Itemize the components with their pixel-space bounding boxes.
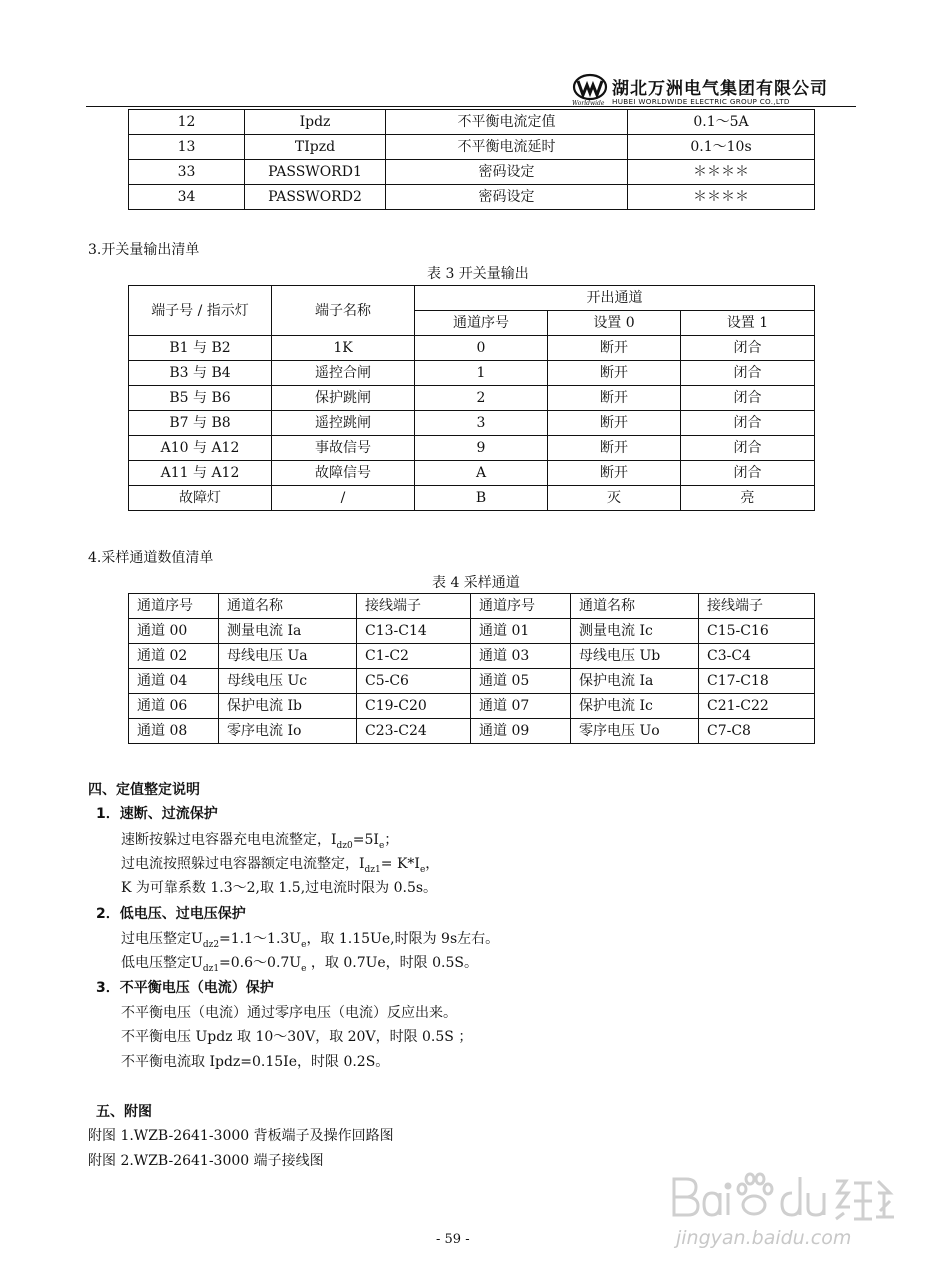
text-run: 低电压整定U: [121, 955, 203, 971]
table-cell: 通道 04: [129, 669, 219, 694]
table-row: [129, 336, 815, 361]
text-run: ，: [425, 856, 440, 872]
company-name-cn: 湖北万洲电气集团有限公司: [612, 79, 828, 99]
table-cell: A10 与 A12: [129, 436, 272, 461]
table-cell: 保护电流 Ic: [571, 694, 699, 719]
table-cell: 故障灯: [129, 486, 272, 511]
subsection-3-line-1: 不平衡电压（电流）通过零序电压（电流）反应出来。: [121, 1005, 457, 1021]
header-cell: 通道序号: [471, 594, 571, 619]
table-row: [129, 669, 815, 694]
worldwide-w-logo-icon: [572, 73, 608, 103]
table-cell: 保护跳闸: [272, 386, 415, 411]
company-name-en: HUBEI WORLDWIDE ELECTRIC GROUP CO.,LTD: [612, 97, 790, 106]
header-name: 端子名称: [272, 286, 415, 336]
table-cell: B5 与 B6: [129, 386, 272, 411]
text-run: 速断按躲过电容器充电电流整定，I: [121, 832, 337, 848]
subscript: e: [419, 864, 426, 875]
table-cell: C19-C20: [357, 694, 471, 719]
table-row: [129, 361, 815, 386]
table-cell: C7-C8: [699, 719, 815, 744]
table-row: [129, 719, 815, 744]
table-cell: 断开: [548, 411, 681, 436]
table-cell: 通道 07: [471, 694, 571, 719]
section-3-heading: 3.开关量输出清单: [88, 242, 200, 258]
subscript: dz0: [336, 840, 353, 851]
figure-1-caption: 附图 1.WZB-2641-3000 背板端子及操作回路图: [88, 1128, 394, 1144]
table-cell: 断开: [548, 386, 681, 411]
table-cell: 通道 05: [471, 669, 571, 694]
table-cell: 1: [415, 361, 548, 386]
table-cell: 亮: [681, 486, 815, 511]
text-run: 过电压整定U: [121, 931, 203, 947]
table-cell: 测量电流 Ic: [571, 619, 699, 644]
text-run: ；: [384, 832, 399, 848]
table-header-row: [129, 286, 815, 311]
table-cell: 事故信号: [272, 436, 415, 461]
table-cell: 0: [415, 336, 548, 361]
subscript: dz1: [202, 963, 220, 974]
table-cell: 母线电压 Ua: [219, 644, 357, 669]
table-cell: 遥控跳闸: [272, 411, 415, 436]
header-cell: 通道序号: [129, 594, 219, 619]
table-cell: 灭: [548, 486, 681, 511]
subscript: dz1: [364, 864, 381, 875]
table-cell: 13: [129, 135, 245, 160]
table-cell: PASSWORD1: [245, 160, 386, 185]
subscript: e: [301, 939, 307, 950]
table-cell: 闭合: [681, 336, 815, 361]
table-cell: 闭合: [681, 361, 815, 386]
table-cell: 密码设定: [386, 185, 628, 210]
table-cell: 通道 06: [129, 694, 219, 719]
subsection-3-line-3: 不平衡电流取 Ipdz=0.15Ie，时限 0.2S。: [121, 1054, 390, 1070]
text-run: =0.6～0.7U: [219, 955, 302, 971]
header-cell: 接线端子: [699, 594, 815, 619]
text-run: =5I: [352, 832, 379, 848]
table-cell: A11 与 A12: [129, 461, 272, 486]
text-run: ，取 0.7Ue，时限 0.5S。: [306, 955, 478, 971]
table-cell: 0.1～5A: [628, 110, 815, 135]
table-cell: 零序电压 Uo: [571, 719, 699, 744]
table-cell: ＊＊＊＊: [628, 185, 815, 210]
table-cell: 通道 02: [129, 644, 219, 669]
table-cell: 遥控合闸: [272, 361, 415, 386]
table-row: [129, 135, 815, 160]
text-run: =1.1～1.3U: [219, 931, 302, 947]
subsection-2-title: 2．低电压、过电压保护: [96, 906, 246, 922]
table-row: [129, 486, 815, 511]
table-cell: 9: [415, 436, 548, 461]
table-cell: 不平衡电流定值: [386, 110, 628, 135]
table-cell: 通道 08: [129, 719, 219, 744]
table-cell: 3: [415, 411, 548, 436]
table-cell: 断开: [548, 336, 681, 361]
table-cell: 12: [129, 110, 245, 135]
watermark-url: jingyan.baidu.com: [676, 1227, 852, 1249]
table-cell: 通道 09: [471, 719, 571, 744]
subsection-3-line-2: 不平衡电压 Updz 取 10～30V，取 20V，时限 0.5S ；: [121, 1029, 473, 1045]
table-row: [129, 110, 815, 135]
text-run: ，取 1.15Ue,时限为 9s左右。: [306, 931, 500, 947]
table-row: [129, 185, 815, 210]
table-row: [129, 461, 815, 486]
table-row: [129, 411, 815, 436]
table-cell: 断开: [548, 461, 681, 486]
header-channel: 通道序号: [415, 311, 548, 336]
table-row: [129, 619, 815, 644]
table-cell: B3 与 B4: [129, 361, 272, 386]
table-cell: 测量电流 Ia: [219, 619, 357, 644]
table-cell: C13-C14: [357, 619, 471, 644]
table-cell: TIpzd: [245, 135, 386, 160]
brand-wordmark: Worldwide: [572, 100, 605, 107]
table-cell: A: [415, 461, 548, 486]
table-cell: B1 与 B2: [129, 336, 272, 361]
table-row: [129, 160, 815, 185]
table-cell: 通道 00: [129, 619, 219, 644]
header-rule: [86, 106, 856, 107]
table-cell: Ipdz: [245, 110, 386, 135]
header-terminal: 端子号 / 指示灯: [129, 286, 272, 336]
table-cell: C15-C16: [699, 619, 815, 644]
table-cell: 不平衡电流延时: [386, 135, 628, 160]
switch-output-table: [128, 285, 815, 511]
table-cell: /: [272, 486, 415, 511]
table-cell: C23-C24: [357, 719, 471, 744]
table-cell: 0.1～10s: [628, 135, 815, 160]
subsection-2-line-1: [121, 928, 499, 950]
subsection-1-title: 1．速断、过流保护: [96, 806, 218, 822]
table-cell: 2: [415, 386, 548, 411]
table-cell: 闭合: [681, 411, 815, 436]
subsection-3-title: 3．不平衡电压（电流）保护: [96, 980, 274, 996]
table-cell: B7 与 B8: [129, 411, 272, 436]
table-cell: 闭合: [681, 436, 815, 461]
table-cell: 保护电流 Ib: [219, 694, 357, 719]
sampling-channel-table: [128, 593, 815, 744]
table-4-caption: 表 4 采样通道: [432, 575, 520, 591]
table-cell: C21-C22: [699, 694, 815, 719]
baidu-jingyan-logo-icon: [668, 1163, 898, 1227]
table-cell: 通道 03: [471, 644, 571, 669]
table-cell: 通道 01: [471, 619, 571, 644]
figure-2-caption: 附图 2.WZB-2641-3000 端子接线图: [88, 1153, 324, 1169]
section-four-heading: 四、定值整定说明: [88, 782, 200, 798]
text-run: 过电流按照躲过电容器额定电流整定，I: [121, 856, 365, 872]
section-five-heading: 五、附图: [96, 1104, 152, 1120]
table-cell: 1K: [272, 336, 415, 361]
table-cell: C5-C6: [357, 669, 471, 694]
table-3-caption: 表 3 开关量输出: [427, 266, 529, 282]
table-cell: 断开: [548, 436, 681, 461]
table-row: [129, 694, 815, 719]
table-cell: 母线电压 Ub: [571, 644, 699, 669]
table-header-row: [129, 594, 815, 619]
table-row: [129, 644, 815, 669]
page-number: - 59 -: [436, 1232, 470, 1247]
subscript: e: [378, 840, 385, 851]
subsection-2-line-2: [121, 952, 478, 974]
table-cell: 故障信号: [272, 461, 415, 486]
table-cell: 母线电压 Uc: [219, 669, 357, 694]
table-row: [129, 436, 815, 461]
table-row: [129, 386, 815, 411]
subsection-1-line-1: [121, 829, 398, 851]
table-cell: C17-C18: [699, 669, 815, 694]
subscript: e: [301, 963, 307, 974]
table-cell: PASSWORD2: [245, 185, 386, 210]
table-cell: ＊＊＊＊: [628, 160, 815, 185]
table-cell: 33: [129, 160, 245, 185]
subscript: dz2: [202, 939, 220, 950]
table-cell: 闭合: [681, 386, 815, 411]
table-cell: 零序电流 Io: [219, 719, 357, 744]
header-cell: 接线端子: [357, 594, 471, 619]
subsection-1-line-3: K 为可靠系数 1.3～2,取 1.5,过电流时限为 0.5s。: [121, 880, 438, 896]
table-cell: 34: [129, 185, 245, 210]
header-set1: 设置 1: [681, 311, 815, 336]
settings-table-continued: [128, 109, 815, 210]
header-cell: 通道名称: [219, 594, 357, 619]
text-run: = K*I: [380, 856, 420, 872]
table-cell: B: [415, 486, 548, 511]
section-4-heading: 4.采样通道数值清单: [88, 550, 214, 566]
header-output-group: 开出通道: [415, 286, 815, 311]
table-cell: 密码设定: [386, 160, 628, 185]
subsection-1-line-2: [121, 853, 439, 875]
table-cell: C3-C4: [699, 644, 815, 669]
table-cell: 断开: [548, 361, 681, 386]
table-cell: C1-C2: [357, 644, 471, 669]
header-set0: 设置 0: [548, 311, 681, 336]
header-cell: 通道名称: [571, 594, 699, 619]
table-cell: 闭合: [681, 461, 815, 486]
table-cell: 保护电流 Ia: [571, 669, 699, 694]
